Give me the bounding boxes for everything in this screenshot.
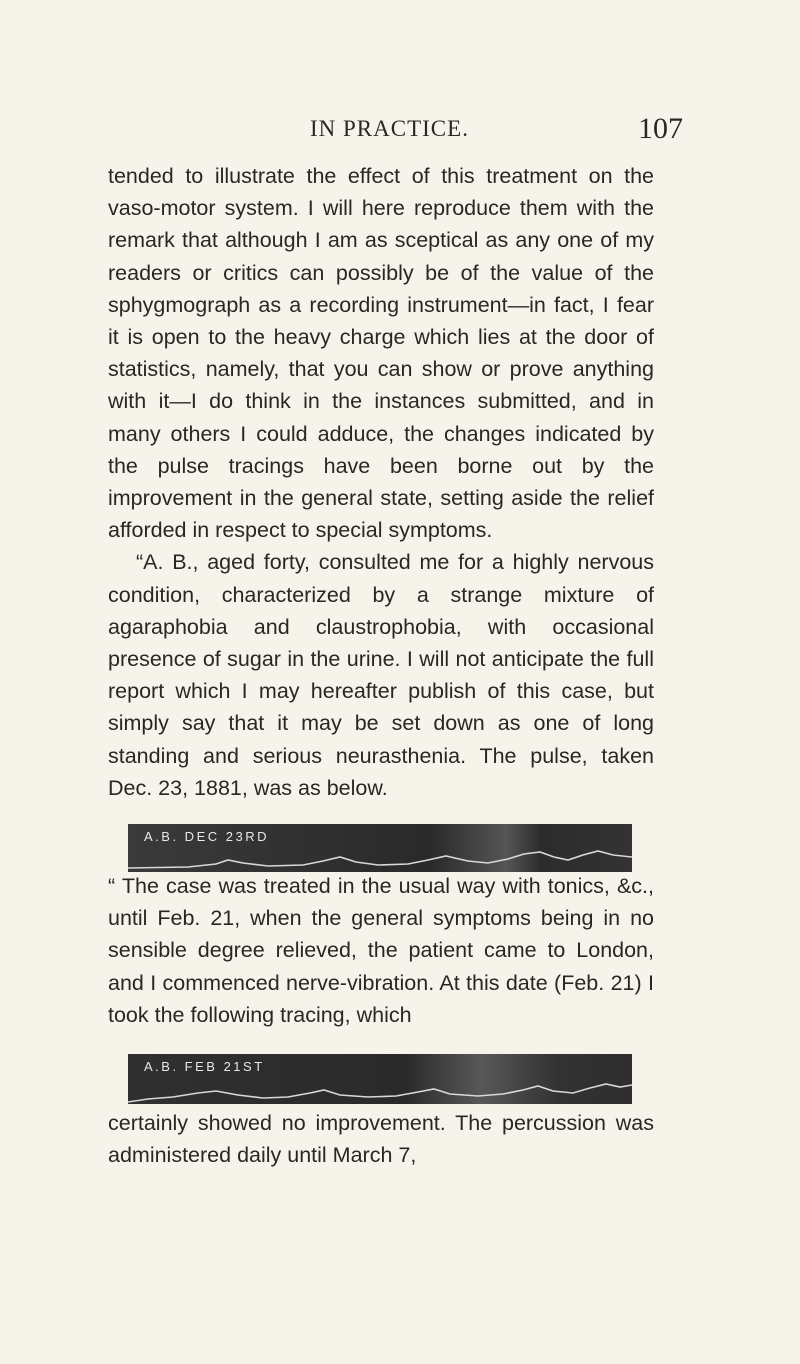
body-text-bottom — [108, 1107, 654, 1171]
paragraph-quote-case: “A. B., aged forty, consulted me for a highly nervous condition, characterized by a strange mixture of agaraphobia and claustrophobia, with occasional presence of sugar in the urine. I will not anticipate the full report which I may hereafter publish of this case, but simply say that it may be set down as one of long standing and serious neurasthenia. The pulse, taken Dec. 23, 1881, was as below. — [108, 550, 654, 800]
page-header — [0, 112, 800, 146]
paragraph-1: tended to illustrate the effect of this treatment on the vaso-motor system. I will here reproduce them with the remark that although I am as sceptical as any one of my readers or critics can possibly be of the value of the sphygmograph as a recording instrument—in fact, I fear it is open to the heavy charge which lies at the door of statistics, namely, that you can show or prove anything with it—I do think in the instances submitted, and in many others I could adduce, the changes indicated by the pulse tracings have been borne out by the improvement in the general state, setting aside the relief afforded in respect to special symptoms. — [108, 164, 654, 543]
body-text-top — [108, 160, 654, 804]
tracing-label-feb: A.B. FEB 21ST — [144, 1059, 265, 1074]
paragraph-treatment: “ The case was treated in the usual way with tonics, &c., until Feb. 21, when the general symptoms being in no sensible degree relieved, the patient came to London, and I commenced nerve-vibration. At this date (Feb. 21) I took the following tracing, which — [108, 874, 654, 1027]
running-title: IN PRACTICE. — [310, 116, 469, 141]
body-text-middle — [108, 870, 654, 1031]
pulse-tracing-dec-23 — [128, 824, 632, 872]
page-number: 107 — [638, 112, 683, 145]
pulse-tracing-feb-21 — [128, 1054, 632, 1104]
tracing-label-dec: A.B. DEC 23RD — [144, 829, 269, 844]
paragraph-continuation: certainly showed no improvement. The percussion was administered daily until March 7, — [108, 1111, 654, 1168]
